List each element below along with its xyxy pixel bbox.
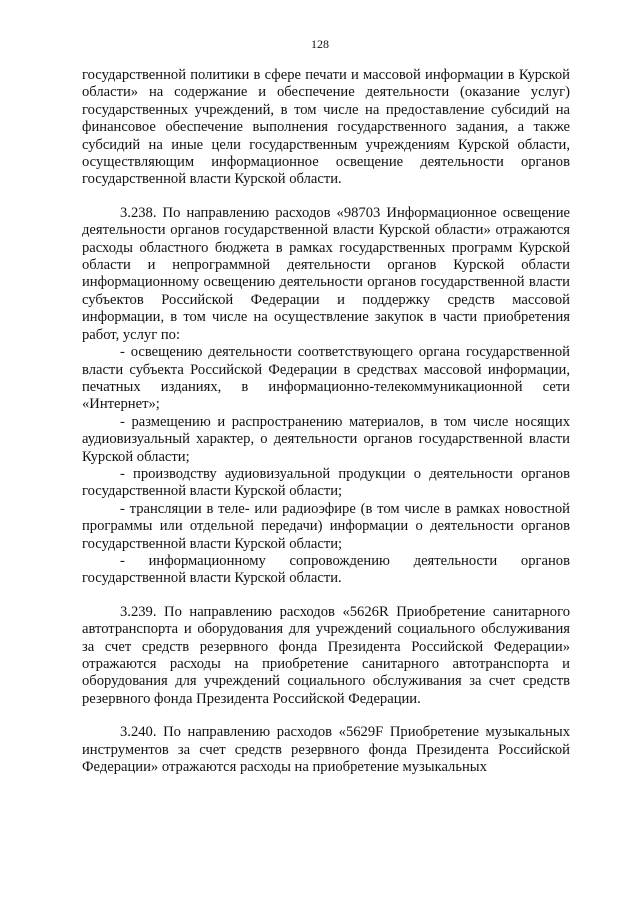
paragraph-3-238: 3.238. По направлению расходов «98703 Информационное освещение деятельности органов государственной власти Курской области» отражаются расходы областного бюджета в рамках государственных программ Курской области и непрограммной деятельности органов Курской области информационному освещению деятельности органов государственной власти субъектов Российской Федерации и поддержку средств массовой информации, в том числе на осуществление закупок в части приобретения работ, услуг по: — [82, 204, 570, 343]
paragraph-3-240: 3.240. По направлению расходов «5629F Приобретение музыкальных инструментов за счет средств резервного фонда Президента Российской Федерации» отражаются расходы на приобретение музыкальных — [82, 724, 570, 776]
page-number: 128 — [311, 37, 329, 51]
list-item-2: - размещению и распространению материалов, в том числе носящих аудиовизуальный характер, о деятельности органов государственной власти Курской области; — [82, 413, 570, 465]
list-item-1: - освещению деятельности соответствующего органа государственной власти субъекта Российской Федерации в средствах массовой информации, печатных изданиях, в информационно-телекоммуникационной сети «Интернет»; — [82, 344, 570, 413]
document-body — [82, 67, 570, 776]
list-item-5: - информационному сопровождению деятельности органов государственной власти Курской области. — [82, 552, 570, 587]
list-item-4: - трансляции в теле- или радиоэфире (в том числе в рамках новостной программы или отдельной передачи) информации о деятельности органов государственной власти Курской области; — [82, 500, 570, 552]
paragraph-3-239: 3.239. По направлению расходов «5626R Приобретение санитарного автотранспорта и оборудования для учреждений социального обслуживания за счет средств резервного фонда Президента Российской Федерации» отражаются расходы на приобретение санитарного автотранспорта и оборудования для учреждений социального обслуживания за счет средств резервного фонда Президента Российской Федерации. — [82, 603, 570, 707]
paragraph-continuation: государственной политики в сфере печати и массовой информации в Курской области» на содержание и обеспечение деятельности (оказание услуг) государственных учреждений, в том числе на предоставление субсидий на финансовое обеспечение выполнения государственного задания, а также субсидий на иные цели государственным учреждениям Курской области, осуществляющим информационное освещение деятельности органов государственной власти Курской области. — [82, 67, 570, 188]
list-item-3: - производству аудиовизуальной продукции о деятельности органов государственной власти Курской области; — [82, 465, 570, 500]
